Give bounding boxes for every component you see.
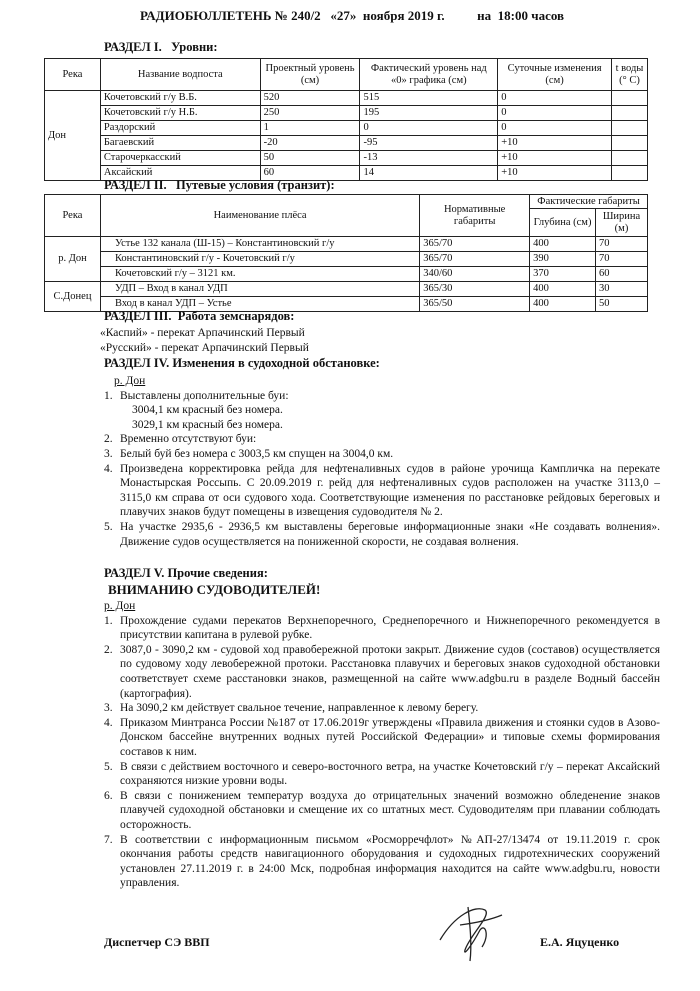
col-project-level: Проектный уровень (см) bbox=[260, 59, 360, 91]
list-item bbox=[100, 760, 660, 789]
stretch-cell: Кочетовский г/у – 3121 км. bbox=[100, 267, 419, 282]
norm-cell: 365/70 bbox=[420, 252, 530, 267]
list-item bbox=[100, 716, 660, 760]
stretch-cell: УДП – Вход в канал УДП bbox=[100, 282, 419, 297]
stretch-cell: Устье 132 канала (Ш-15) – Константиновский г/у bbox=[100, 237, 419, 252]
item-number: 2. bbox=[104, 643, 113, 656]
change-cell: +10 bbox=[498, 151, 612, 166]
item-text: Выставлены дополнительные буи: bbox=[120, 389, 289, 402]
levels-row bbox=[45, 106, 648, 121]
width-cell: 60 bbox=[596, 267, 648, 282]
item-number: 1. bbox=[104, 614, 113, 627]
depth-cell: 390 bbox=[530, 252, 596, 267]
transit-header-row-1 bbox=[45, 195, 648, 209]
item-text: 3087,0 - 3090,2 км - судовой ход правобережной протоки закрыт. Движение судов (составов) осуществляется по судовому ходу левобережной протоки. Расстановка плавучих и береговых знаков судоходной обстановки соответствует схеме расстановки знаков, размещенной на сайте www.adgbu.ru в разделе Водный бассейн (картография). bbox=[120, 643, 660, 700]
change-cell: +10 bbox=[498, 166, 612, 181]
item-text: В соответствии с информационным письмом «Росморречфлот» №АП-27/13474 от 19.11.2019 г. срок окончания работы средств навигационного оборудования и судоходных гидротехнических сооружений установлен 27.11.2019 г. в 24:00 Мск, подробная информация находится на сайте www.adgbu.ru, новости управления. bbox=[120, 833, 660, 890]
temp-cell bbox=[611, 151, 647, 166]
list-item bbox=[100, 643, 660, 701]
post-cell: Старочеркасский bbox=[100, 151, 260, 166]
norm-cell: 365/70 bbox=[420, 237, 530, 252]
actual-level-cell: -13 bbox=[360, 151, 498, 166]
dredger-line: «Русский» - перекат Арпачинский Первый bbox=[100, 341, 309, 354]
width-cell: 30 bbox=[596, 282, 648, 297]
levels-table bbox=[44, 58, 648, 181]
post-cell: Багаевский bbox=[100, 136, 260, 151]
section4-title: РАЗДЕЛ IV. Изменения в судоходной обстановке: bbox=[104, 356, 380, 370]
item-text: На участке 2935,6 - 2936,5 км выставлены береговые информационные знаки «Не создавать волнения». Движение судов осуществляется на пониженной скорости, не создавая волнения. bbox=[120, 520, 660, 548]
dredger-list bbox=[100, 326, 309, 355]
section2-title: РАЗДЕЛ II. Путевые условия (транзит): bbox=[104, 178, 335, 192]
levels-row bbox=[45, 136, 648, 151]
post-cell: Кочетовский г/у В.Б. bbox=[100, 91, 260, 106]
item-number: 5. bbox=[104, 760, 113, 773]
col-post: Название водпоста bbox=[100, 59, 260, 91]
project-level-cell: 60 bbox=[260, 166, 360, 181]
post-cell: Аксайский bbox=[100, 166, 260, 181]
item-text: Произведена корректировка рейда для нефтеналивных судов в районе урочища Кампличка на перекате Монастырская Россыпь. С 20.09.2019 г. рейд для нефтеналивных судов расположен на участке 3113,0 – 3115,0 км справа от оси судового хода. Соответствующие изменения по расстановке рейдовых береговых и плавучих знаков будут помещены в извещения судоводителя № 2. bbox=[120, 462, 660, 519]
list-item bbox=[100, 701, 660, 716]
item-text: На 3090,2 км действует свальное течение, направленное к левому берегу. bbox=[120, 702, 479, 715]
change-cell: +10 bbox=[498, 136, 612, 151]
item-number: 5. bbox=[104, 520, 113, 533]
item-text: Прохождение судами перекатов Верхнепоречного, Среднепоречного и Нижнепоречного рекомендуется в присутствии капитана в рулевой рубке. bbox=[120, 614, 660, 642]
dispatcher-title: Диспетчер СЭ ВВП bbox=[104, 935, 210, 949]
project-level-cell: 50 bbox=[260, 151, 360, 166]
signer-name: Е.А. Яцуценко bbox=[540, 935, 620, 949]
depth-cell: 400 bbox=[530, 282, 596, 297]
col-width: Ширина (м) bbox=[596, 209, 648, 237]
depth-cell: 400 bbox=[530, 237, 596, 252]
actual-level-cell: 14 bbox=[360, 166, 498, 181]
levels-header-row bbox=[45, 59, 648, 91]
post-cell: Кочетовский г/у Н.Б. bbox=[100, 106, 260, 121]
item-number: 6. bbox=[104, 789, 113, 802]
project-level-cell: 520 bbox=[260, 91, 360, 106]
item-text: Белый буй без номера с 3003,5 км спущен на 3004,0 км. bbox=[120, 447, 394, 460]
temp-cell bbox=[611, 136, 647, 151]
dredger-line: «Каспий» - перекат Арпачинский Первый bbox=[100, 327, 305, 339]
transit-row bbox=[45, 237, 648, 252]
list-item bbox=[100, 462, 660, 520]
item-number: 3. bbox=[104, 702, 113, 715]
temp-cell bbox=[611, 121, 647, 136]
item-subline: 3029,1 км красный без номера. bbox=[132, 418, 283, 431]
list-item bbox=[100, 389, 660, 433]
list-item bbox=[100, 432, 660, 447]
col-fact: Фактические габариты bbox=[530, 195, 648, 209]
col-actual-level: Фактический уровень над «0» графика (см) bbox=[360, 59, 498, 91]
width-cell: 70 bbox=[596, 237, 648, 252]
item-number: 3. bbox=[104, 447, 113, 460]
levels-row bbox=[45, 121, 648, 136]
river-label: р. Дон bbox=[114, 375, 146, 387]
levels-row bbox=[45, 151, 648, 166]
norm-cell: 340/60 bbox=[420, 267, 530, 282]
river-label: р. Дон bbox=[104, 600, 136, 612]
actual-level-cell: 0 bbox=[360, 121, 498, 136]
section5-title: РАЗДЕЛ V. Прочие сведения: bbox=[104, 566, 268, 580]
col-river: Река bbox=[45, 195, 101, 237]
col-depth: Глубина (см) bbox=[530, 209, 596, 237]
project-level-cell: 250 bbox=[260, 106, 360, 121]
change-cell: 0 bbox=[498, 91, 612, 106]
section4-body bbox=[100, 374, 660, 549]
actual-level-cell: -95 bbox=[360, 136, 498, 151]
change-cell: 0 bbox=[498, 106, 612, 121]
item-number: 7. bbox=[104, 833, 113, 846]
actual-level-cell: 515 bbox=[360, 91, 498, 106]
levels-row bbox=[45, 91, 648, 106]
temp-cell bbox=[611, 91, 647, 106]
temp-cell bbox=[611, 166, 647, 181]
width-cell: 50 bbox=[596, 297, 648, 312]
stretch-cell: Вход в канал УДП – Устье bbox=[100, 297, 419, 312]
transit-table bbox=[44, 194, 648, 312]
width-cell: 70 bbox=[596, 252, 648, 267]
col-river: Река bbox=[45, 59, 101, 91]
stretch-cell: Константиновский г/у - Кочетовский г/у bbox=[100, 252, 419, 267]
temp-cell bbox=[611, 106, 647, 121]
col-water-temp: t воды (° С) bbox=[611, 59, 647, 91]
post-cell: Раздорский bbox=[100, 121, 260, 136]
depth-cell: 370 bbox=[530, 267, 596, 282]
depth-cell: 400 bbox=[530, 297, 596, 312]
norm-cell: 365/30 bbox=[420, 282, 530, 297]
transit-row bbox=[45, 267, 648, 282]
river-cell: С.Донец bbox=[45, 282, 101, 312]
list-item bbox=[100, 614, 660, 643]
col-daily-change: Суточные изменения (см) bbox=[498, 59, 612, 91]
section1-title: РАЗДЕЛ I. Уровни: bbox=[104, 40, 218, 54]
list-item bbox=[100, 833, 660, 891]
project-level-cell: -20 bbox=[260, 136, 360, 151]
signature-icon bbox=[430, 895, 510, 965]
project-level-cell: 1 bbox=[260, 121, 360, 136]
item-text: Временно отсутствуют буи: bbox=[120, 433, 257, 446]
item-text: В связи с понижением температур воздуха до отрицательных значений возможно обледенение знаков плавучей судоходной обстановки и смещение их со штатных мест. Судоводителям при плавании соблюдать осторожность. bbox=[120, 789, 660, 831]
bulletin-title: РАДИОБЮЛЛЕТЕНЬ № 240/2 «27» ноября 2019 г. на 18:00 часов bbox=[140, 8, 565, 23]
col-stretch: Наименование плёса bbox=[100, 195, 419, 237]
transit-row bbox=[45, 252, 648, 267]
list-item bbox=[100, 447, 660, 462]
item-number: 4. bbox=[104, 716, 113, 729]
section3-title: РАЗДЕЛ III. Работа земснарядов: bbox=[104, 309, 295, 323]
col-norm: Нормативные габариты bbox=[420, 195, 530, 237]
item-number: 1. bbox=[104, 389, 113, 402]
item-text: Приказом Минтранса России №187 от 17.06.2019г утверждены «Правила движения и стоянки судов в Азово-Донском бассейне внутренних водных путей Российской Федерации» и типовые схемы формирования составов к ним. bbox=[120, 716, 660, 758]
warning-heading: ВНИМАНИЮ СУДОВОДИТЕЛЕЙ! bbox=[108, 582, 321, 597]
actual-level-cell: 195 bbox=[360, 106, 498, 121]
river-cell: р. Дон bbox=[45, 237, 101, 282]
change-cell: 0 bbox=[498, 121, 612, 136]
item-number: 2. bbox=[104, 433, 113, 446]
section5-body bbox=[100, 599, 660, 891]
item-text: В связи с действием восточного и северо-восточного ветра, на участке Кочетовский г/у – перекат Аксайский сохраняются низкие уровни воды. bbox=[120, 760, 660, 788]
river-cell: Дон bbox=[45, 91, 101, 181]
item-subline: 3004,1 км красный без номера. bbox=[132, 404, 283, 417]
item-number: 4. bbox=[104, 462, 113, 475]
list-item bbox=[100, 789, 660, 833]
norm-cell: 365/50 bbox=[420, 297, 530, 312]
transit-row bbox=[45, 282, 648, 297]
list-item bbox=[100, 520, 660, 549]
